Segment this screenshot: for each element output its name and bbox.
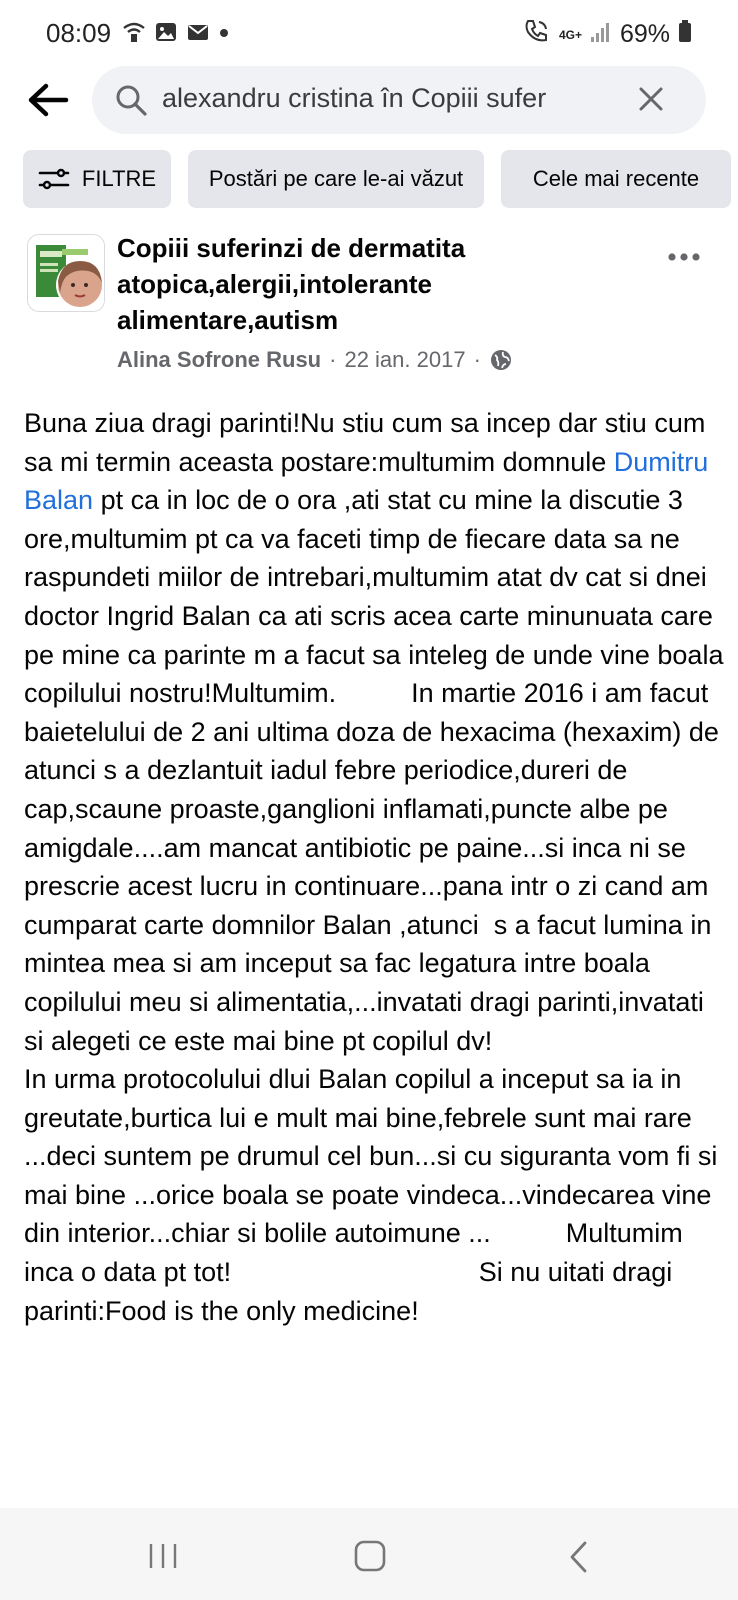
post-author[interactable]: Alina Sofrone Rusu	[117, 347, 322, 372]
chip-most-recent-label: Cele mai recente	[532, 166, 700, 191]
wifi-calling-icon	[122, 20, 146, 49]
meta-separator: ·	[329, 347, 337, 372]
clear-search-icon[interactable]	[636, 84, 666, 119]
call-icon	[523, 18, 551, 51]
meta-separator: ·	[473, 347, 481, 372]
back-button[interactable]	[24, 78, 72, 126]
nav-back-icon[interactable]	[566, 1540, 590, 1579]
post-text-part2: pt ca in loc de o ora ,ati stat cu mine la discutie 3 ore,multumim pt ca va faceti timp de fiecare data sa ne raspundeti miilor de intrebari,multumim atat dv cat si dnei doctor Ingrid Balan ca ati scris acea carte minunuata care pe mine ca parinte m a facut sa inteleg de unde vine boala copilului nostru!Multumim. In martie 2016 i am facut baietelului de 2 ani ultima doza de hexacima (hexaxim) de atunci s a dezlantuit iadul febre periodice,dureri de cap,scaune proaste,ganglioni inflamati,puncte albe pe amigdale....am mancat antibiotic pe paine...si inca ni se prescrie acest lucru in continuare...pana intr o zi cand am cumparat carte domnilor Balan ,atunci s a facut lumina in mintea mea si am inceput sa fac legatura intre boala copilului meu si alimentatia,...invatati dragi parinti,invatati si alegeti ce este mai bine pt copilul dv! In urma protocolului dlui Balan copilul a inceput sa ia in greutate,burtica lui e mult mai bine,febrele sunt mai rare ...deci suntem pe drumul cel bun...si cu siguranta vom fi si mai bine ...orice boala se poate vindeca...vindecarea vine din interior...chiar si bolile autoimune ... Multumim inca o data pt tot! Si nu uitati dragi parinti:Food is the only medicine!	[24, 485, 724, 1326]
recent-apps-icon[interactable]	[146, 1542, 180, 1575]
group-avatar[interactable]	[27, 234, 105, 312]
search-field[interactable]	[92, 66, 706, 134]
search-query[interactable]: alexandru cristina în Copiii sufer	[162, 83, 547, 113]
filter-sliders-icon	[38, 166, 70, 192]
battery-icon	[678, 19, 692, 50]
filter-label: FILTRE	[81, 166, 157, 191]
post-meta	[117, 347, 513, 373]
mail-icon	[186, 20, 210, 49]
image-icon	[154, 20, 178, 49]
mention-link[interactable]: Dumitru Balan	[24, 446, 716, 516]
chip-posts-seen[interactable]	[188, 150, 484, 208]
signal-icon	[590, 19, 612, 50]
chip-most-recent[interactable]	[501, 150, 731, 208]
status-time: 08:09	[46, 18, 112, 48]
dot-icon	[218, 20, 230, 49]
post-body	[24, 404, 724, 1330]
search-icon	[114, 83, 148, 122]
network-type: 4G+	[558, 27, 582, 42]
post-text-part1: Buna ziua dragi parinti!Nu stiu cum sa incep dar stiu cum sa mi termin aceasta postare:multumim domnule	[24, 408, 713, 477]
battery-percent: 69%	[619, 20, 670, 48]
status-bar	[0, 0, 738, 66]
globe-icon	[489, 348, 513, 372]
filter-button[interactable]	[23, 150, 171, 208]
filter-chips	[23, 150, 738, 208]
more-options-icon[interactable]	[667, 238, 701, 269]
group-name[interactable]: Copiii suferinzi de dermatita atopica,alergii,intolerante alimentare,autism	[117, 233, 466, 335]
home-icon[interactable]	[354, 1540, 386, 1577]
back-arrow-icon	[24, 113, 72, 130]
post-date[interactable]: 22 ian. 2017	[344, 347, 466, 372]
chip-posts-seen-label: Postări pe care le-ai văzut	[208, 166, 464, 191]
system-nav-bar	[0, 1508, 738, 1600]
